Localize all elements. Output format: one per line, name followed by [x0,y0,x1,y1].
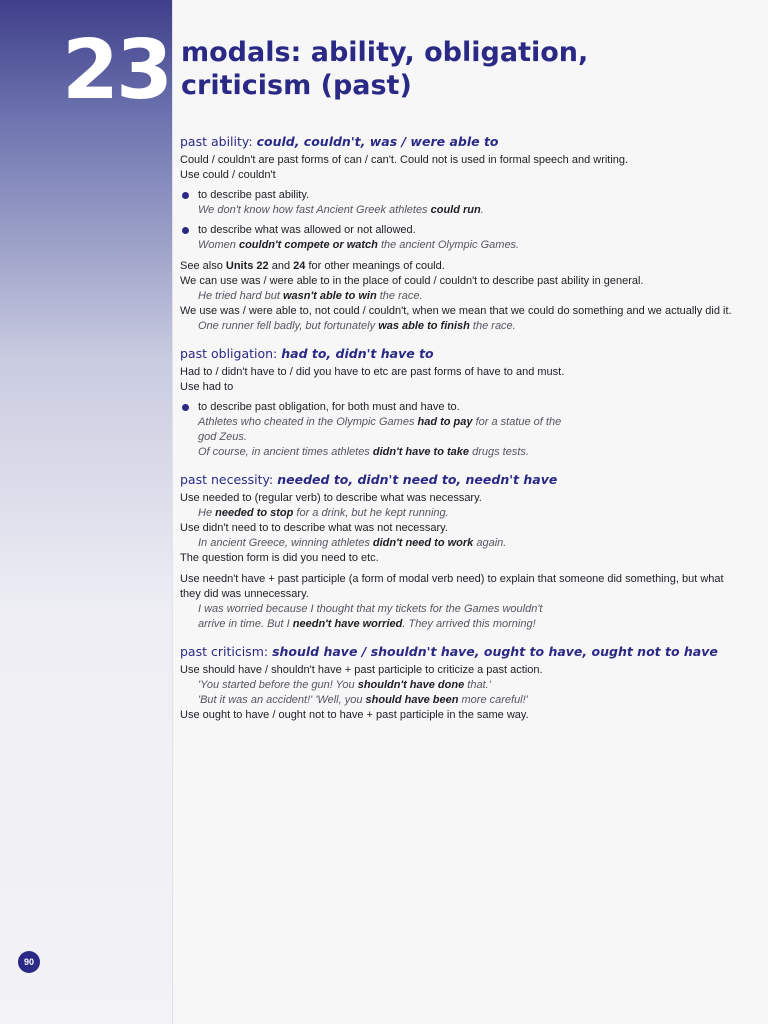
bullet-item: to describe past obligation, for both must and have to. [180,400,745,415]
paragraph: Use had to [180,381,234,393]
band-divider [172,0,173,1024]
bullet-item: to describe past ability. [180,188,745,203]
page-title [181,36,741,102]
main-content [180,133,745,734]
section-past-criticism [180,643,745,723]
title-line-2: criticism (past) [181,70,412,101]
unit-number: 23 [62,23,171,118]
section-past-necessity [180,471,745,632]
example: arrive in time. But I needn't have worried. They arrived this morning! [198,618,536,630]
example: Of course, in ancient times athletes didn't have to take drugs tests. [198,446,529,458]
example: Athletes who cheated in the Olympic Games had to pay for a statue of the [198,416,562,428]
bullet-item: to describe what was allowed or not allowed. [180,223,745,238]
section-past-ability [180,133,745,334]
section-past-obligation [180,345,745,460]
left-decorative-band [0,0,172,1024]
section-heading: past obligation: had to, didn't have to [180,346,434,361]
title-line-1: modals: ability, obligation, [181,37,589,68]
paragraph: The question form is did you need to etc. [180,552,379,564]
example: I was worried because I thought that my tickets for the Games wouldn't [198,603,543,615]
example: He tried hard but wasn't able to win the race. [198,290,423,302]
paragraph: Use needn't have + past participle (a form of modal verb need) to explain that someone did something, but what they did was unnecessary. [180,573,724,600]
paragraph: Use should have / shouldn't have + past participle to criticize a past action. [180,664,543,676]
example: god Zeus. [198,431,247,443]
paragraph: Use didn't need to to describe what was not necessary. [180,522,448,534]
page-number-badge: 90 [18,951,40,973]
example: Women couldn't compete or watch the ancient Olympic Games. [198,239,520,251]
section-heading: past criticism: should have / shouldn't have, ought to have, ought not to have [180,644,718,659]
example: 'But it was an accident!' 'Well, you should have been more careful!' [198,694,528,706]
paragraph: Had to / didn't have to / did you have to etc are past forms of have to and must. [180,366,565,378]
paragraph: Could / couldn't are past forms of can / can't. Could not is used in formal speech and writing. [180,154,629,166]
section-heading: past necessity: needed to, didn't need to, needn't have [180,472,558,487]
paragraph: Use needed to (regular verb) to describe what was necessary. [180,492,482,504]
paragraph: We can use was / were able to in the place of could / couldn't to describe past ability in general. [180,275,644,287]
example: 'You started before the gun! You shouldn't have done that.' [198,679,491,691]
section-heading: past ability: could, couldn't, was / were able to [180,134,499,149]
paragraph: We use was / were able to, not could / couldn't, when we mean that we could do something and we actually did it. [180,305,732,317]
example: In ancient Greece, winning athletes didn't need to work again. [198,537,507,549]
example: One runner fell badly, but fortunately was able to finish the race. [198,320,516,332]
paragraph: Use could / couldn't [180,169,276,181]
example: He needed to stop for a drink, but he kept running. [198,507,449,519]
paragraph: Use ought to have / ought not to have + past participle in the same way. [180,709,529,721]
see-also: See also Units 22 and 24 for other meanings of could. [180,260,445,272]
example: We don't know how fast Ancient Greek athletes could run. [198,204,484,216]
